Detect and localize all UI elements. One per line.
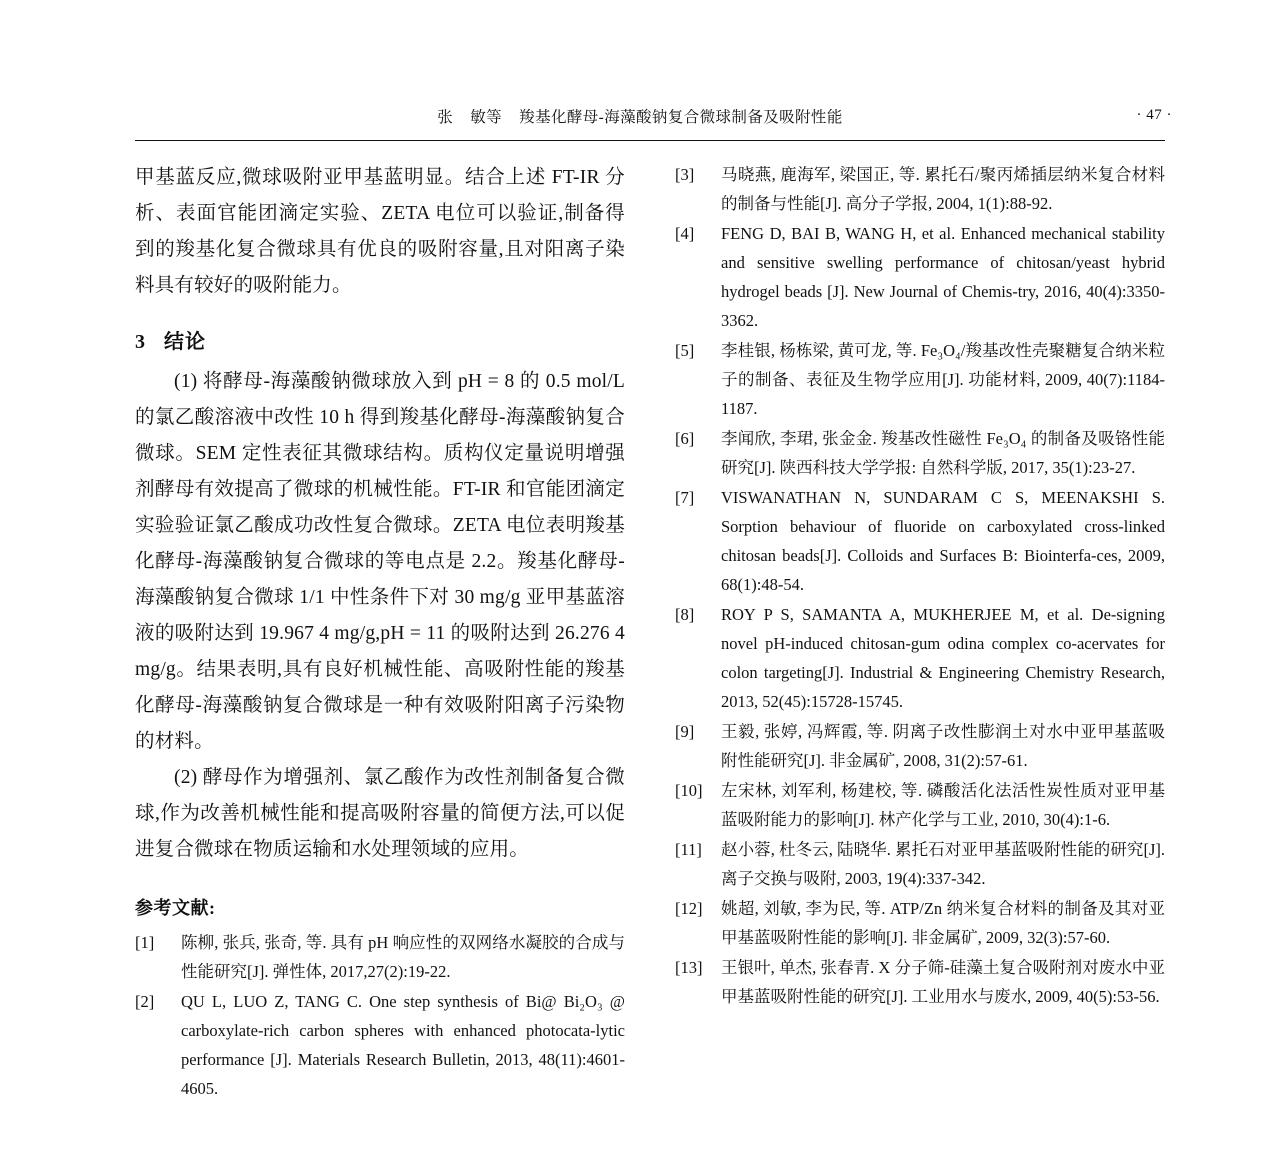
- reference-text: 马晓燕, 鹿海军, 梁国正, 等. 累托石/聚丙烯插层纳米复合材料的制备与性能[J]. 高分子学报, 2004, 1(1):88-92.: [721, 165, 1165, 213]
- reference-text: 王毅, 张婷, 冯辉霞, 等. 阴离子改性膨润土对水中亚甲基蓝吸附性能研究[J]. 非金属矿, 2008, 31(2):57-61.: [721, 722, 1165, 770]
- reference-text: ROY P S, SAMANTA A, MUKHERJEE M, et al. De-signing novel pH-induced chitosan-gum odina complex co-acervates for colon targeting[J]. Industrial & Engineering Chemistry Research, 2013, 52(45):15728-15745.: [721, 605, 1165, 711]
- left-column: [135, 160, 625, 1104]
- list-item: [675, 219, 1165, 335]
- right-column: [675, 160, 1165, 1012]
- reference-marker: [6]: [675, 429, 695, 448]
- reference-text: 赵小蓉, 杜冬云, 陆晓华. 累托石对亚甲基蓝吸附性能的研究[J]. 离子交换与吸附, 2003, 19(4):337-342.: [721, 840, 1165, 888]
- page-number: · 47 ·: [1136, 107, 1172, 123]
- reference-marker: [10]: [675, 781, 703, 800]
- conclusion-paragraph-1: (1) 将酵母-海藻酸钠微球放入到 pH = 8 的 0.5 mol/L的氯乙酸溶液中改性 10 h 得到羧基化酵母-海藻酸钠复合微球。SEM 定性表征其微球结构。质构仪定量说明增强剂酵母有效提高了微球的机械性能。FT-IR 和官能团滴定实验验证氯乙酸成功改性复合微球。ZETA 电位表明羧基化酵母-海藻酸钠复合微球的等电点是 2.2。羧基化酵母-海藻酸钠复合微球 1/1 中性条件下对 30 mg/g 亚甲基蓝溶液的吸附达到 19.967 4 mg/g,pH = 11 的吸附达到 26.276 4 mg/g。结果表明,具有良好机械性能、高吸附性能的羧基化酵母-海藻酸钠复合微球是一种有效吸附阳离子污染物的材料。: [135, 371, 625, 752]
- header-divider: [135, 140, 1165, 141]
- list-item: [675, 835, 1165, 893]
- reference-marker: [1]: [135, 933, 155, 952]
- running-head-authors: 张 敏等: [437, 109, 503, 126]
- reference-list-left: [135, 928, 625, 1103]
- reference-text: 李闻欣, 李珺, 张金金. 羧基改性磁性 Fe₃O₄ 的制备及吸铬性能研究[J]. 陕西科技大学学报: 自然科学版, 2017, 35(1):23-27.: [721, 429, 1165, 477]
- reference-text: 王银叶, 单杰, 张春青. X 分子筛-硅藻土复合吸附剂对废水中亚甲基蓝吸附性能的研究[J]. 工业用水与废水, 2009, 40(5):53-56.: [721, 958, 1165, 1006]
- reference-text: 左宋林, 刘军利, 杨建校, 等. 磷酸活化法活性炭性质对亚甲基蓝吸附能力的影响[J]. 林产化学与工业, 2010, 30(4):1-6.: [721, 781, 1165, 829]
- list-item: [675, 600, 1165, 716]
- list-item: [675, 953, 1165, 1011]
- list-item: [135, 928, 625, 986]
- reference-text: FENG D, BAI B, WANG H, et al. Enhanced mechanical stability and sensitive swelling performance of chitosan/yeast hybrid hydrogel beads [J]. New Journal of Chemis-try, 2016, 40(4):3350-3362.: [721, 224, 1165, 330]
- reference-list-right: [675, 160, 1165, 1011]
- reference-marker: [2]: [135, 992, 155, 1011]
- running-head: [0, 105, 1280, 131]
- list-item: [135, 987, 625, 1103]
- list-item: [675, 424, 1165, 482]
- reference-text: VISWANATHAN N, SUNDARAM C S, MEENAKSHI S. Sorption behaviour of fluoride on carboxylated cross-linked chitosan beads[J]. Colloids and Surfaces B: Biointerfa-ces, 2009, 68(1):48-54.: [721, 488, 1165, 594]
- references-heading: 参考文献:: [135, 898, 216, 918]
- reference-marker: [5]: [675, 341, 695, 360]
- reference-marker: [3]: [675, 165, 695, 184]
- section-heading: [135, 326, 625, 358]
- reference-marker: [4]: [675, 224, 695, 243]
- list-item: [675, 776, 1165, 834]
- list-item: [675, 483, 1165, 599]
- reference-text: QU L, LUO Z, TANG C. One step synthesis of Bi@ Bi₂O₃ @ carboxylate-rich carbon spheres with enhanced photocata-lytic performance [J]. Materials Research Bulletin, 2013, 48(11):4601-4605.: [181, 992, 625, 1098]
- reference-marker: [13]: [675, 958, 703, 977]
- list-item: [675, 160, 1165, 218]
- list-item: [675, 336, 1165, 423]
- section-title: 结论: [164, 331, 206, 353]
- list-item: [675, 894, 1165, 952]
- reference-marker: [11]: [675, 840, 702, 859]
- reference-marker: [9]: [675, 722, 695, 741]
- conclusion-paragraph-2: (2) 酵母作为增强剂、氯乙酸作为改性剂制备复合微球,作为改善机械性能和提高吸附容量的简便方法,可以促进复合微球在物质运输和水处理领域的应用。: [135, 767, 625, 860]
- running-head-title: 羧基化酵母-海藻酸钠复合微球制备及吸附性能: [519, 109, 843, 126]
- reference-marker: [12]: [675, 899, 703, 918]
- reference-text: 姚超, 刘敏, 李为民, 等. ATP/Zn 纳米复合材料的制备及其对亚甲基蓝吸附性能的影响[J]. 非金属矿, 2009, 32(3):57-60.: [721, 899, 1165, 947]
- reference-marker: [8]: [675, 605, 695, 624]
- running-head-center: [0, 105, 1280, 127]
- reference-text: 陈柳, 张兵, 张奇, 等. 具有 pH 响应性的双网络水凝胶的合成与性能研究[J]. 弹性体, 2017,27(2):19-22.: [181, 933, 625, 981]
- section-number: 3: [135, 331, 146, 353]
- continued-paragraph: 甲基蓝反应,微球吸附亚甲基蓝明显。结合上述 FT-IR 分析、表面官能团滴定实验、ZETA 电位可以验证,制备得到的羧基化复合微球具有优良的吸附容量,且对阳离子染料具有较好的吸附能力。: [135, 167, 625, 296]
- list-item: [675, 717, 1165, 775]
- reference-marker: [7]: [675, 488, 695, 507]
- reference-text: 李桂银, 杨栋梁, 黄可龙, 等. Fe₃O₄/羧基改性壳聚糖复合纳米粒子的制备、表征及生物学应用[J]. 功能材料, 2009, 40(7):1184-1187.: [721, 341, 1165, 418]
